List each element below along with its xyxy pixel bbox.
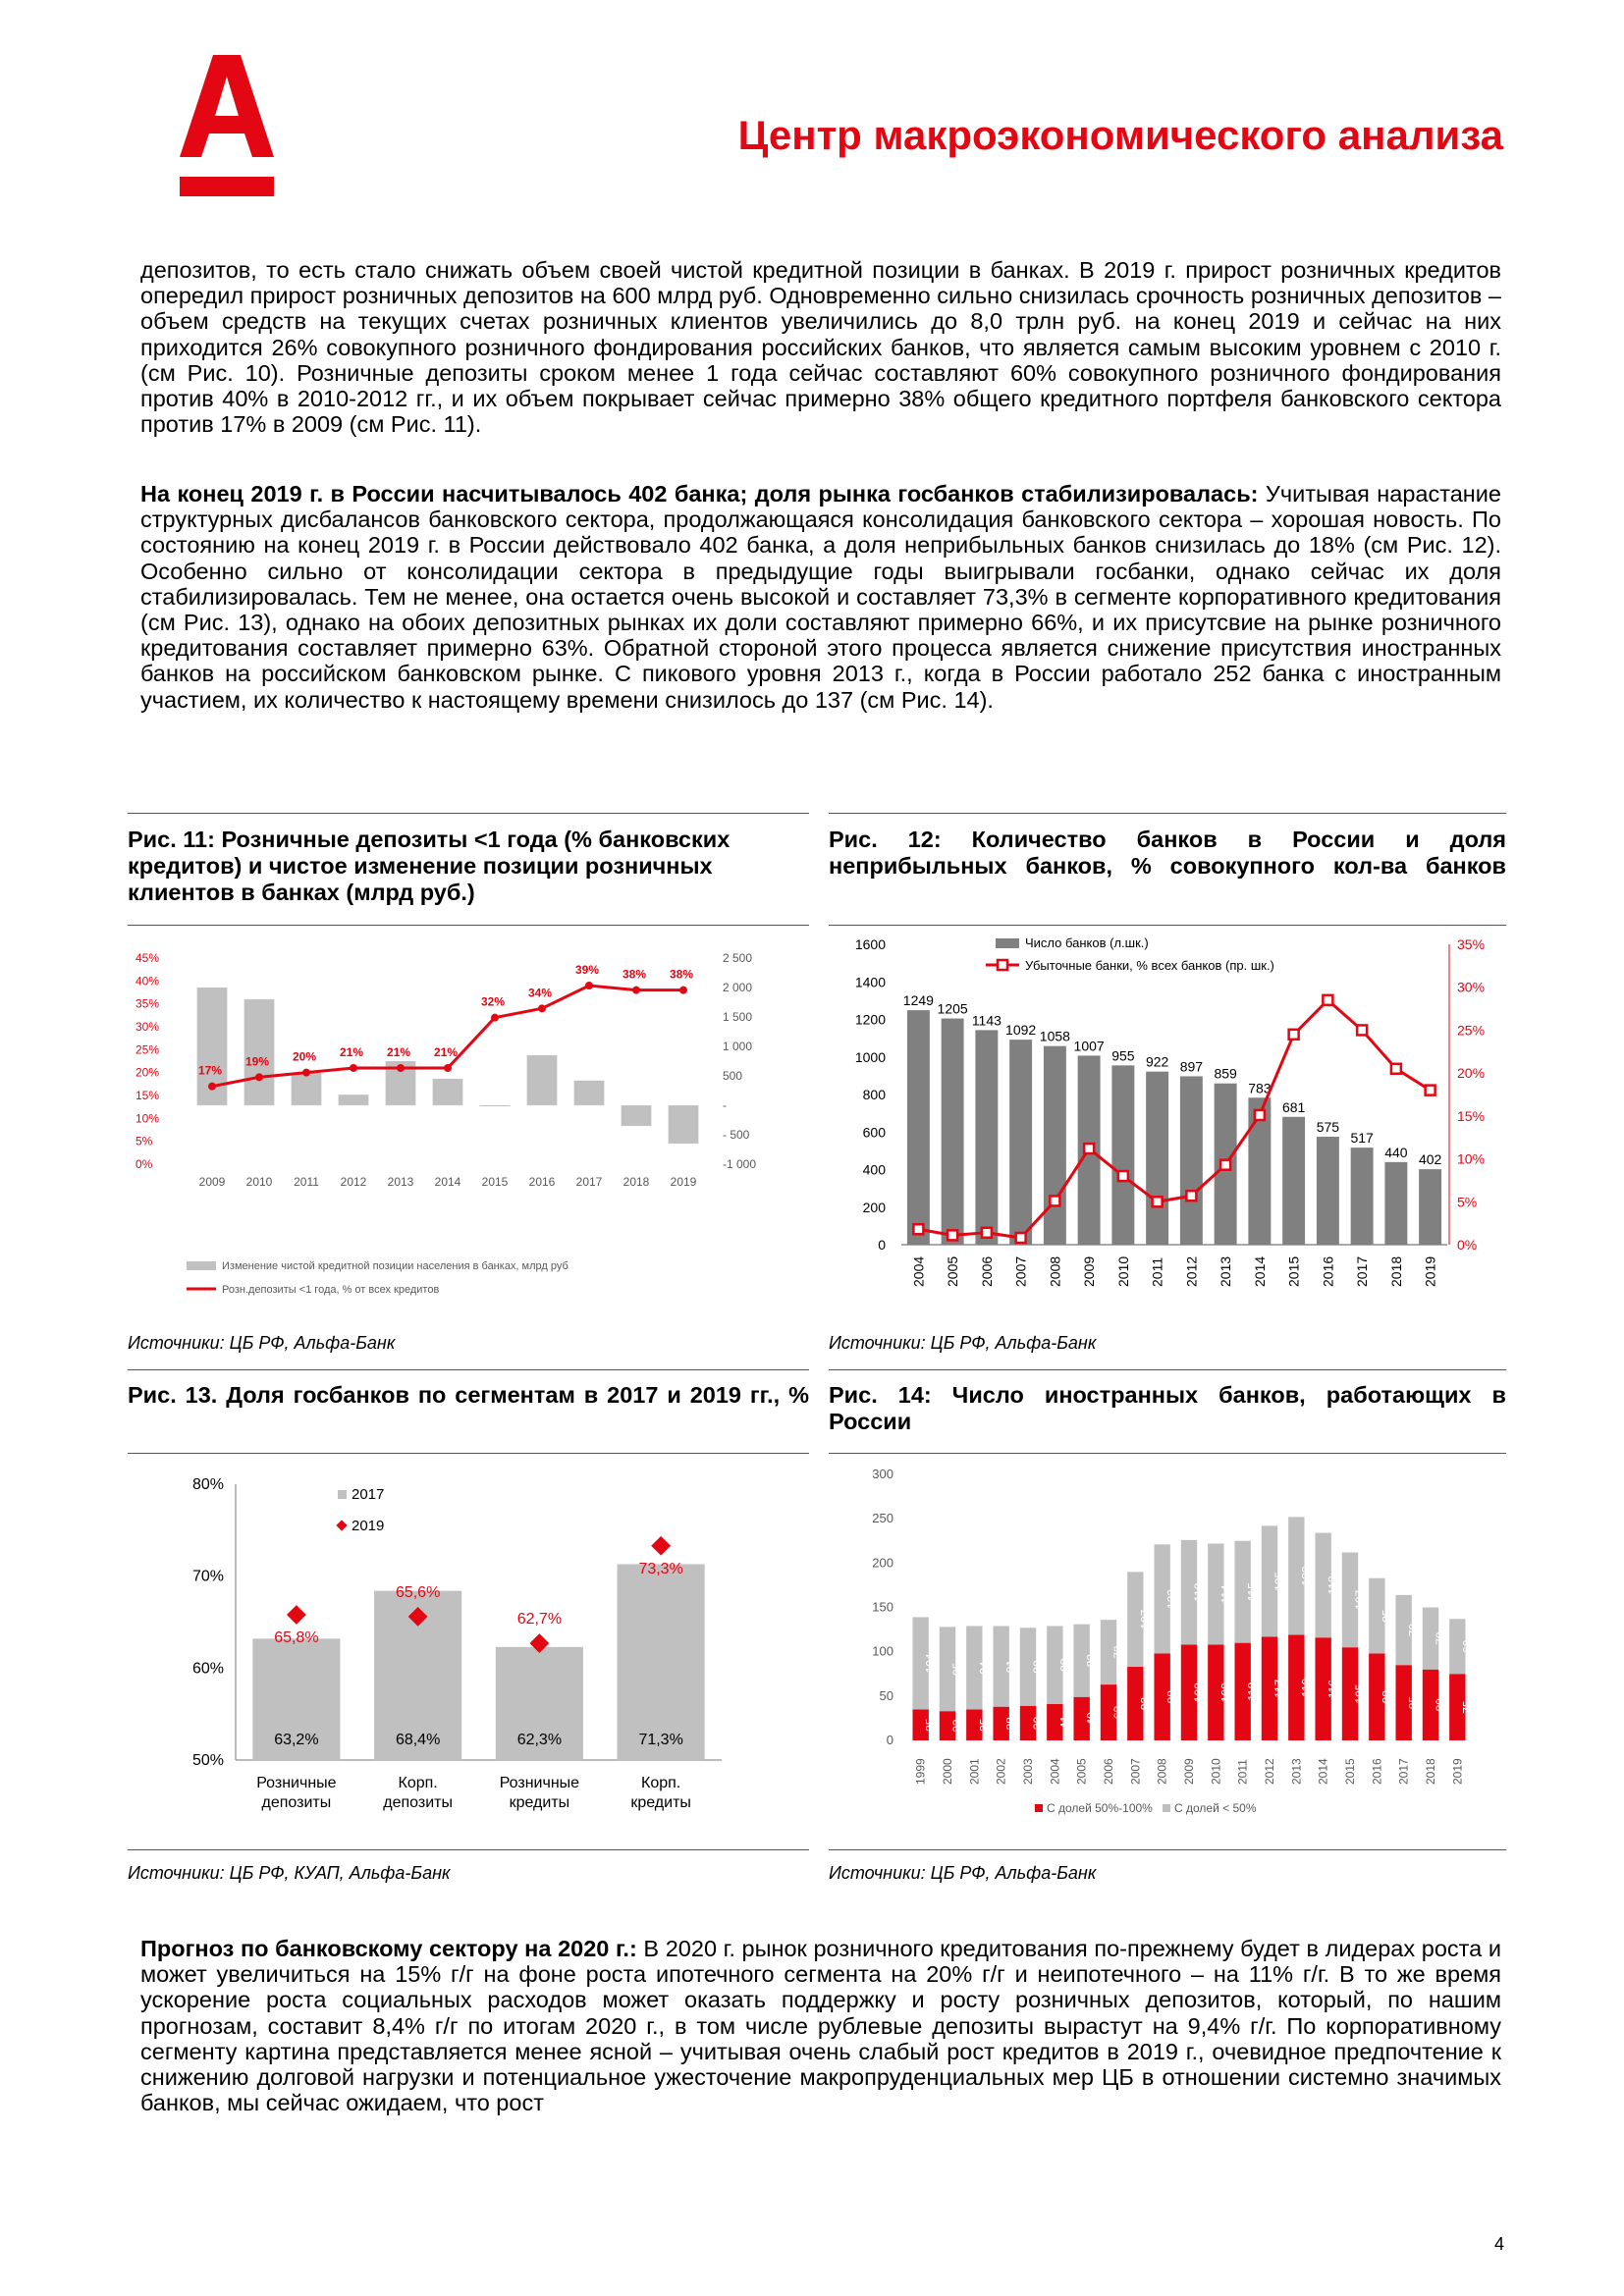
fig12-bar bbox=[907, 1010, 930, 1245]
fig14-source: Источники: ЦБ РФ, Альфа-Банк bbox=[829, 1863, 1097, 1883]
fig14-value-majority: 110 bbox=[1245, 1682, 1260, 1701]
fig13-title: Рис. 13. Доля госбанков по сегментам в 2017 и 2019 гг., % bbox=[128, 1382, 809, 1408]
fig12-line-point bbox=[1118, 1171, 1128, 1181]
fig12-xtick: 2010 bbox=[1114, 1255, 1131, 1287]
fig11-point-label: 21% bbox=[434, 1045, 459, 1059]
fig14-end-rule bbox=[829, 1849, 1506, 1850]
fig13-top-rule bbox=[128, 1369, 809, 1370]
fig12-bar-label: 440 bbox=[1384, 1144, 1408, 1160]
fig14-value-minority: 73 bbox=[1111, 1645, 1125, 1659]
fig11-line-point bbox=[302, 1069, 310, 1077]
fig11-ytick-left: 20% bbox=[135, 1065, 160, 1080]
fig14-value-minority: 114 bbox=[1218, 1584, 1233, 1604]
fig13-bar-label: 68,4% bbox=[395, 1732, 441, 1748]
fig12-line-point bbox=[1426, 1086, 1435, 1095]
fig14-value-minority: 118 bbox=[1192, 1582, 1206, 1602]
fig14-value-minority: 123 bbox=[1164, 1588, 1179, 1609]
fig14-value-majority: 35 bbox=[923, 1718, 938, 1732]
fig12-ytick-right: 35% bbox=[1457, 936, 1486, 952]
fig14-value-majority: 49 bbox=[1084, 1712, 1099, 1726]
fig14-value-minority: 95 bbox=[950, 1662, 964, 1676]
fig12-bar bbox=[942, 1019, 964, 1245]
fig14-xtick: 2015 bbox=[1343, 1758, 1357, 1785]
fig12-bar bbox=[1009, 1040, 1032, 1245]
fig12-ytick-left: 800 bbox=[862, 1087, 886, 1102]
fig14-value-majority: 98 bbox=[1380, 1690, 1394, 1704]
fig12-ytick-right: 10% bbox=[1457, 1150, 1486, 1167]
fig12-bar-label: 517 bbox=[1350, 1130, 1374, 1147]
fig13-marker-label: 65,6% bbox=[395, 1583, 441, 1601]
fig12-ytick-left: 1000 bbox=[854, 1048, 886, 1065]
fig12-bar bbox=[1146, 1072, 1168, 1245]
fig12-line-point bbox=[1391, 1064, 1401, 1074]
fig11-bar bbox=[480, 1105, 511, 1106]
fig14-xtick: 2002 bbox=[994, 1758, 1008, 1785]
fig12-ytick-left: 400 bbox=[862, 1161, 886, 1178]
fig12-bar bbox=[975, 1030, 998, 1245]
fig12-bar-label: 897 bbox=[1179, 1058, 1204, 1075]
fig12-ytick-right: 5% bbox=[1457, 1194, 1478, 1210]
fig11-ytick-left: 45% bbox=[135, 951, 160, 965]
fig14-xtick: 2011 bbox=[1235, 1759, 1250, 1785]
fig14-legend-minority: С долей < 50% bbox=[1174, 1801, 1257, 1815]
fig14-value-majority: 63 bbox=[1111, 1705, 1125, 1720]
fig12-bar-label: 1058 bbox=[1039, 1028, 1070, 1044]
fig14-xtick: 2013 bbox=[1289, 1758, 1304, 1785]
fig11-ytick-right: 2 500 bbox=[723, 951, 753, 965]
fig11-ytick-right: - bbox=[723, 1098, 727, 1112]
fig13-bar-label: 62,3% bbox=[516, 1732, 563, 1748]
fig13-legend-2019: 2019 bbox=[352, 1518, 385, 1534]
paragraph-3 bbox=[140, 1936, 1501, 2115]
fig13-ytick: 50% bbox=[191, 1752, 224, 1769]
fig14-value-minority: 125 bbox=[1272, 1571, 1286, 1591]
fig11-ytick-right: 500 bbox=[723, 1069, 743, 1083]
fig11-point-label: 39% bbox=[575, 963, 600, 977]
fig12-xtick: 2018 bbox=[1387, 1255, 1404, 1287]
fig12-bar-label: 1092 bbox=[1005, 1022, 1037, 1039]
fig14-value-minority: 79 bbox=[1406, 1623, 1421, 1637]
fig12-title: Рис. 12: Количество банков в России и доля неприбыльных банков, % совокупного кол-ва банков bbox=[829, 827, 1506, 879]
fig12-xtick: 2016 bbox=[1320, 1255, 1336, 1287]
fig13-end-rule bbox=[128, 1849, 809, 1850]
fig11-chart bbox=[128, 933, 809, 1310]
fig12-xtick: 2005 bbox=[945, 1255, 961, 1287]
fig14-ytick: 200 bbox=[872, 1555, 893, 1571]
fig14-xtick: 2004 bbox=[1048, 1758, 1062, 1785]
fig13-marker-2019 bbox=[651, 1536, 671, 1556]
fig11-bar bbox=[433, 1079, 463, 1105]
fig14-value-majority: 83 bbox=[1138, 1696, 1153, 1711]
fig14-value-majority: 38 bbox=[1003, 1717, 1018, 1731]
fig14-xtick: 2018 bbox=[1424, 1758, 1437, 1785]
fig11-line-point bbox=[444, 1064, 452, 1072]
fig14-chart bbox=[829, 1461, 1506, 1843]
fig11-bottom-rule bbox=[128, 925, 809, 926]
fig12-ytick-left: 600 bbox=[862, 1124, 886, 1141]
fig12-line-point bbox=[1289, 1030, 1299, 1040]
fig11-legend-line: Розн.депозиты <1 года, % от всех кредитов bbox=[222, 1284, 440, 1296]
fig14-legend-majority-swatch bbox=[1035, 1804, 1043, 1812]
fig11-line-point bbox=[585, 982, 593, 989]
fig11-title: Рис. 11: Розничные депозиты <1 года (% банковских кредитов) и чистое изменение позиции розничных клиентов в банках (млрд руб.) bbox=[128, 827, 731, 905]
fig14-value-minority: 82 bbox=[1084, 1654, 1099, 1668]
fig11-point-label: 34% bbox=[528, 986, 553, 1000]
fig12-xtick: 2015 bbox=[1285, 1255, 1302, 1287]
fig11-ytick-left: 35% bbox=[135, 996, 160, 1011]
fig11-bar bbox=[244, 999, 275, 1105]
fig12-bar-label: 922 bbox=[1145, 1053, 1169, 1070]
fig12-line-point bbox=[982, 1228, 992, 1238]
fig14-xtick: 2012 bbox=[1263, 1758, 1276, 1785]
fig13-xtick: Корп. bbox=[398, 1775, 438, 1791]
fig13-xtick: кредиты bbox=[509, 1794, 570, 1811]
fig12-ytick-right: 30% bbox=[1457, 979, 1486, 995]
fig14-xtick: 2003 bbox=[1021, 1758, 1035, 1785]
fig11-bar bbox=[292, 1073, 322, 1105]
fig12-bar bbox=[1351, 1148, 1374, 1245]
fig14-value-majority: 105 bbox=[1353, 1683, 1367, 1704]
paragraph-1 bbox=[140, 257, 1501, 437]
fig14-xtick: 2009 bbox=[1182, 1758, 1196, 1785]
fig11-bar bbox=[339, 1095, 369, 1105]
fig14-ytick: 100 bbox=[872, 1643, 893, 1659]
fig12-bar-label: 681 bbox=[1281, 1098, 1306, 1115]
paragraph-2 bbox=[140, 481, 1501, 713]
fig14-ytick: 0 bbox=[886, 1733, 893, 1747]
fig11-line-point bbox=[208, 1083, 216, 1091]
fig12-line-point bbox=[1323, 995, 1332, 1005]
fig11-ytick-left: 5% bbox=[135, 1134, 153, 1148]
fig14-ytick: 150 bbox=[872, 1599, 893, 1615]
fig14-bottom-rule bbox=[829, 1453, 1506, 1454]
fig12-ytick-right: 0% bbox=[1457, 1237, 1478, 1253]
fig14-value-majority: 119 bbox=[1299, 1678, 1314, 1697]
fig12-xtick: 2017 bbox=[1354, 1255, 1371, 1287]
fig14-value-minority: 133 bbox=[1299, 1566, 1314, 1586]
fig12-bar bbox=[1317, 1137, 1339, 1245]
fig14-value-minority: 115 bbox=[1245, 1582, 1260, 1602]
fig13-bar-label: 63,2% bbox=[274, 1732, 319, 1748]
paragraph-2-lead: На конец 2019 г. в России насчитывалось 402 банка; доля рынка госбанков стабилизировалась: bbox=[140, 481, 1259, 507]
fig12-line-point bbox=[1153, 1197, 1163, 1206]
fig14-xtick: 2016 bbox=[1370, 1758, 1384, 1785]
fig11-xtick: 2011 bbox=[294, 1175, 319, 1189]
fig13-chart bbox=[128, 1463, 809, 1845]
fig12-bar bbox=[1180, 1076, 1203, 1245]
fig12-line-point bbox=[1186, 1191, 1196, 1201]
fig13-legend-2019-swatch bbox=[336, 1520, 347, 1530]
fig11-point-label: 21% bbox=[340, 1045, 364, 1059]
fig14-value-minority: 91 bbox=[1003, 1659, 1018, 1674]
fig14-value-majority: 80 bbox=[1434, 1698, 1447, 1712]
fig11-point-label: 38% bbox=[623, 967, 647, 982]
fig12-line-point bbox=[1050, 1196, 1059, 1205]
fig12-bar-label: 1205 bbox=[937, 1000, 968, 1017]
fig12-bar-label: 1249 bbox=[902, 992, 934, 1009]
fig14-xtick: 2005 bbox=[1074, 1758, 1089, 1785]
fig14-value-majority: 108 bbox=[1218, 1682, 1233, 1703]
fig12-ytick-right: 15% bbox=[1457, 1107, 1486, 1124]
fig11-point-label: 32% bbox=[481, 994, 506, 1009]
fig11-ytick-right: 1 000 bbox=[723, 1040, 753, 1053]
fig11-point-label: 21% bbox=[387, 1045, 411, 1059]
fig12-bar bbox=[1044, 1046, 1066, 1245]
fig11-ytick-left: 15% bbox=[135, 1089, 160, 1102]
fig14-value-minority: 107 bbox=[1138, 1609, 1153, 1629]
fig14-ytick: 300 bbox=[872, 1467, 893, 1481]
fig12-bar-label: 1143 bbox=[971, 1012, 1001, 1029]
fig11-ytick-left: 30% bbox=[135, 1020, 160, 1034]
fig11-ytick-right: - 500 bbox=[723, 1128, 750, 1142]
fig14-ytick: 50 bbox=[879, 1687, 893, 1703]
paragraph-2-text: Учитывая нарастание структурных дисбалансов банковского сектора, продолжающаяся консолидация банковского сектора – хорошая новость. По состоянию на конец 2019 г. в России действовало 402 банка, а доля неприбыльных банков снизилась до 18% (см Рис. 12). Особенно сильно от консолидации сектора в предыдущие годы выигрывали госбанки, однако сейчас их доля стабилизировалась. Тем не менее, она остается очень высокой и составляет 73,3% в сегменте корпоративного кредитования (см Рис. 13), однако на обоих депозитных рынках их доли составляют примерно 66%, и их присутсвие на рынке розничного кредитования составляет примерно 63%. Обратной стороной этого процесса является снижение присутствия иностранных банков на российском банковском рынке. С пикового уровня 2013 г., когда в России работало 252 банка с иностранным участием, их количество к настоящему времени снизилось до 137 (см Рис. 14). bbox=[140, 481, 1501, 713]
fig12-legend-bar: Число банков (л.шк.) bbox=[1025, 935, 1149, 950]
fig12-xtick: 2006 bbox=[978, 1255, 995, 1287]
fig14-value-majority: 35 bbox=[977, 1718, 992, 1732]
fig12-bar-label: 575 bbox=[1316, 1119, 1340, 1136]
fig11-line-point bbox=[491, 1014, 499, 1022]
fig11-source: Источники: ЦБ РФ, Альфа-Банк bbox=[128, 1333, 396, 1353]
fig11-xtick: 2016 bbox=[528, 1175, 556, 1189]
fig12-xtick: 2011 bbox=[1149, 1256, 1165, 1287]
fig14-xtick: 2010 bbox=[1209, 1758, 1223, 1785]
fig12-bar bbox=[1111, 1065, 1134, 1245]
paragraph-1-text: депозитов, то есть стало снижать объем своей чистой кредитной позиции в банках. В 2019 г. прирост розничных кредитов опередил прирост розничных депозитов на 600 млрд руб. Одновременно сильно снизилась срочность розничных депозитов – объем средств на текущих счетах розничных клиентов увеличились до 8,0 трлн руб. на конец 2019 и сейчас на них приходится 26% совокупного розничного фондирования российских банков, что является самым высоким уровнем с 2010 г. (см Рис. 10). Розничные депозиты сроком менее 1 года сейчас составляют 60% совокупного розничного фондирования против 40% в 2010-2012 гг., и их объем покрывает сейчас примерно 38% общего кредитного портфеля банковского сектора против 17% в 2009 (см Рис. 11). bbox=[140, 257, 1501, 438]
fig14-xtick: 2000 bbox=[941, 1758, 954, 1785]
fig14-xtick: 2014 bbox=[1316, 1758, 1330, 1785]
fig12-bar bbox=[1384, 1162, 1407, 1245]
fig14-value-majority: 98 bbox=[1164, 1690, 1179, 1704]
fig12-line-point bbox=[913, 1224, 923, 1234]
fig13-xtick: кредиты bbox=[630, 1794, 691, 1811]
fig11-xtick: 2012 bbox=[340, 1175, 367, 1189]
fig12-xtick: 2008 bbox=[1047, 1255, 1063, 1287]
fig14-xtick: 2001 bbox=[967, 1758, 982, 1785]
fig14-value-minority: 118 bbox=[1326, 1575, 1340, 1595]
fig12-ytick-left: 1600 bbox=[854, 936, 886, 952]
fig11-xtick: 2010 bbox=[245, 1175, 273, 1189]
fig11-line-point bbox=[679, 987, 687, 994]
fig12-ytick-left: 1400 bbox=[854, 974, 886, 990]
fig12-line-point bbox=[1016, 1233, 1026, 1243]
fig12-ytick-right: 25% bbox=[1457, 1022, 1486, 1039]
fig11-bar bbox=[527, 1055, 558, 1105]
fig12-bar-label: 1007 bbox=[1073, 1038, 1105, 1054]
fig12-bar-label: 783 bbox=[1248, 1080, 1272, 1096]
fig14-value-majority: 75 bbox=[1460, 1700, 1475, 1714]
fig14-value-minority: 70 bbox=[1434, 1631, 1447, 1645]
fig12-ytick-left: 200 bbox=[862, 1199, 886, 1215]
fig12-legend-line: Убыточные банки, % всех банков (пр. шк.) bbox=[1025, 958, 1274, 973]
fig12-source: Источники: ЦБ РФ, Альфа-Банк bbox=[829, 1333, 1097, 1353]
fig12-bar bbox=[1282, 1117, 1305, 1245]
fig12-ytick-right: 20% bbox=[1457, 1065, 1486, 1082]
fig14-value-majority: 33 bbox=[950, 1719, 964, 1733]
fig14-ytick: 250 bbox=[872, 1511, 893, 1526]
fig11-ytick-left: 10% bbox=[135, 1111, 160, 1126]
fig12-line-point bbox=[1255, 1110, 1265, 1120]
fig13-marker-label: 73,3% bbox=[638, 1560, 683, 1577]
fig12-bar-label: 859 bbox=[1214, 1065, 1237, 1082]
fig12-xtick: 2009 bbox=[1081, 1255, 1098, 1287]
fig12-xtick: 2012 bbox=[1183, 1255, 1200, 1287]
fig14-xtick: 1999 bbox=[913, 1758, 928, 1785]
fig13-xtick: Корп. bbox=[641, 1775, 681, 1791]
fig12-legend-line-marker bbox=[998, 960, 1007, 970]
fig13-bar-label: 71,3% bbox=[638, 1732, 683, 1748]
fig13-ytick: 70% bbox=[191, 1568, 224, 1585]
fig12-top-rule bbox=[829, 813, 1506, 814]
fig11-bar bbox=[669, 1105, 699, 1144]
fig11-xtick: 2009 bbox=[198, 1175, 226, 1189]
fig14-value-minority: 107 bbox=[1353, 1589, 1367, 1610]
fig13-bottom-rule bbox=[128, 1453, 809, 1454]
paragraph-3-text: В 2020 г. рынок розничного кредитования по-прежнему будет в лидерах роста и может увеличиться на 15% г/г на фоне роста ипотечного сегмента на 20% г/г и неипотечного – на 11% г/г. В то же время ускорение роста социальных расходов может оказать поддержку и росту розничных депозитов, который, по нашим прогнозам, составит 8,4% г/г по итогам 2020 г., в том числе рублевые депозиты вырастут на 9,4% г/г. По корпоративному сегменту картина представляется менее ясной – учитывая очень слабый рост кредитов в 2019 г., очевидное предпочтение к снижению долговой нагрузки и потенциальное ужесточение макропруденциальных мер ЦБ в отношении системно значимых банков, мы сейчас ожидаем, что рост bbox=[140, 1936, 1501, 2116]
fig12-bottom-rule bbox=[829, 925, 1506, 926]
fig12-ytick-left: 0 bbox=[878, 1237, 886, 1253]
fig13-ytick: 80% bbox=[191, 1476, 224, 1493]
fig14-value-minority: 94 bbox=[977, 1661, 992, 1675]
fig11-point-label: 19% bbox=[245, 1054, 270, 1069]
fig12-chart bbox=[829, 928, 1506, 1301]
fig14-value-minority: 88 bbox=[1057, 1658, 1072, 1672]
fig12-ytick-left: 1200 bbox=[854, 1011, 886, 1028]
fig11-line-point bbox=[538, 1004, 546, 1012]
header-title: Центр макроэкономического анализа bbox=[737, 112, 1503, 158]
fig12-line-point bbox=[1084, 1144, 1094, 1153]
fig11-bar bbox=[574, 1081, 605, 1105]
fig13-ytick: 60% bbox=[191, 1660, 224, 1678]
fig14-xtick: 2006 bbox=[1102, 1758, 1115, 1785]
fig14-xtick: 2019 bbox=[1450, 1758, 1465, 1785]
fig14-value-majority: 117 bbox=[1272, 1679, 1286, 1698]
fig14-value-minority: 104 bbox=[923, 1653, 938, 1674]
fig14-legend-minority-swatch bbox=[1163, 1804, 1170, 1812]
fig11-line-point bbox=[350, 1064, 357, 1072]
fig11-ytick-left: 40% bbox=[135, 974, 160, 988]
paragraph-3-lead: Прогноз по банковскому сектору на 2020 г.: bbox=[140, 1936, 637, 1961]
fig12-line-point bbox=[947, 1230, 957, 1240]
fig11-point-label: 38% bbox=[670, 967, 694, 982]
fig12-xtick: 2014 bbox=[1251, 1255, 1268, 1287]
fig11-ytick-right: -1 000 bbox=[723, 1157, 757, 1171]
fig14-value-minority: 88 bbox=[1031, 1660, 1045, 1674]
fig11-ytick-left: 25% bbox=[135, 1042, 160, 1057]
fig13-xtick: Розничные bbox=[499, 1775, 580, 1791]
fig14-legend-majority: С долей 50%-100% bbox=[1047, 1801, 1153, 1815]
fig14-value-majority: 41 bbox=[1057, 1715, 1072, 1730]
fig13-xtick: депозиты bbox=[261, 1794, 332, 1811]
fig12-line-point bbox=[1220, 1160, 1230, 1170]
fig11-legend-bar: Изменение чистой кредитной позиции населения в банках, млрд руб bbox=[222, 1260, 568, 1272]
fig13-legend-2017: 2017 bbox=[352, 1486, 385, 1503]
fig11-top-rule bbox=[128, 813, 809, 814]
fig14-value-majority: 39 bbox=[1031, 1716, 1045, 1731]
fig13-marker-label: 62,7% bbox=[516, 1611, 563, 1629]
fig14-value-minority: 85 bbox=[1380, 1609, 1394, 1623]
fig12-legend-bar-swatch bbox=[996, 938, 1019, 948]
fig11-xtick: 2014 bbox=[434, 1175, 461, 1189]
fig13-xtick: депозиты bbox=[383, 1794, 453, 1811]
fig12-xtick: 2004 bbox=[910, 1255, 927, 1287]
fig11-line-point bbox=[255, 1073, 263, 1081]
fig12-xtick: 2013 bbox=[1218, 1255, 1234, 1287]
fig13-marker-label: 65,8% bbox=[274, 1629, 319, 1647]
fig13-source: Источники: ЦБ РФ, КУАП, Альфа-Банк bbox=[128, 1863, 451, 1883]
alfa-bank-logo-icon bbox=[180, 55, 274, 200]
fig14-value-majority: 108 bbox=[1192, 1682, 1206, 1703]
fig12-bar bbox=[1419, 1169, 1441, 1245]
fig12-xtick: 2019 bbox=[1422, 1255, 1438, 1287]
fig12-xtick: 2007 bbox=[1012, 1255, 1029, 1287]
fig13-marker-2019 bbox=[287, 1605, 306, 1625]
fig14-xtick: 2017 bbox=[1396, 1758, 1411, 1785]
fig14-value-majority: 85 bbox=[1406, 1695, 1421, 1710]
fig14-title: Рис. 14: Число иностранных банков, работающих в России bbox=[829, 1382, 1506, 1434]
fig11-point-label: 17% bbox=[198, 1063, 223, 1078]
fig11-xtick: 2017 bbox=[575, 1175, 603, 1189]
fig11-point-label: 20% bbox=[293, 1049, 317, 1064]
fig11-xtick: 2013 bbox=[387, 1175, 414, 1189]
fig11-ytick-right: 2 000 bbox=[723, 981, 753, 994]
fig11-legend-bar-swatch bbox=[187, 1261, 216, 1270]
page-number: 4 bbox=[1493, 2234, 1504, 2254]
fig11-xtick: 2015 bbox=[481, 1175, 509, 1189]
fig11-bar bbox=[622, 1105, 652, 1126]
fig11-ytick-right: 1 500 bbox=[723, 1010, 753, 1024]
fig12-bar-label: 955 bbox=[1111, 1047, 1135, 1064]
fig14-value-majority: 116 bbox=[1326, 1680, 1340, 1699]
fig14-top-rule bbox=[829, 1369, 1506, 1370]
fig11-line-point bbox=[397, 1064, 405, 1072]
fig13-xtick: Розничные bbox=[256, 1775, 337, 1791]
fig11-line-point bbox=[632, 987, 640, 994]
fig13-legend-2017-swatch bbox=[338, 1490, 347, 1499]
fig11-xtick: 2018 bbox=[623, 1175, 650, 1189]
fig12-line-point bbox=[1357, 1025, 1367, 1035]
fig14-xtick: 2008 bbox=[1155, 1758, 1169, 1785]
fig14-value-minority: 62 bbox=[1460, 1639, 1475, 1653]
fig11-ytick-left: 0% bbox=[135, 1157, 153, 1171]
fig14-xtick: 2007 bbox=[1128, 1758, 1143, 1785]
fig12-bar-label: 402 bbox=[1418, 1151, 1442, 1168]
fig11-xtick: 2019 bbox=[670, 1175, 697, 1189]
